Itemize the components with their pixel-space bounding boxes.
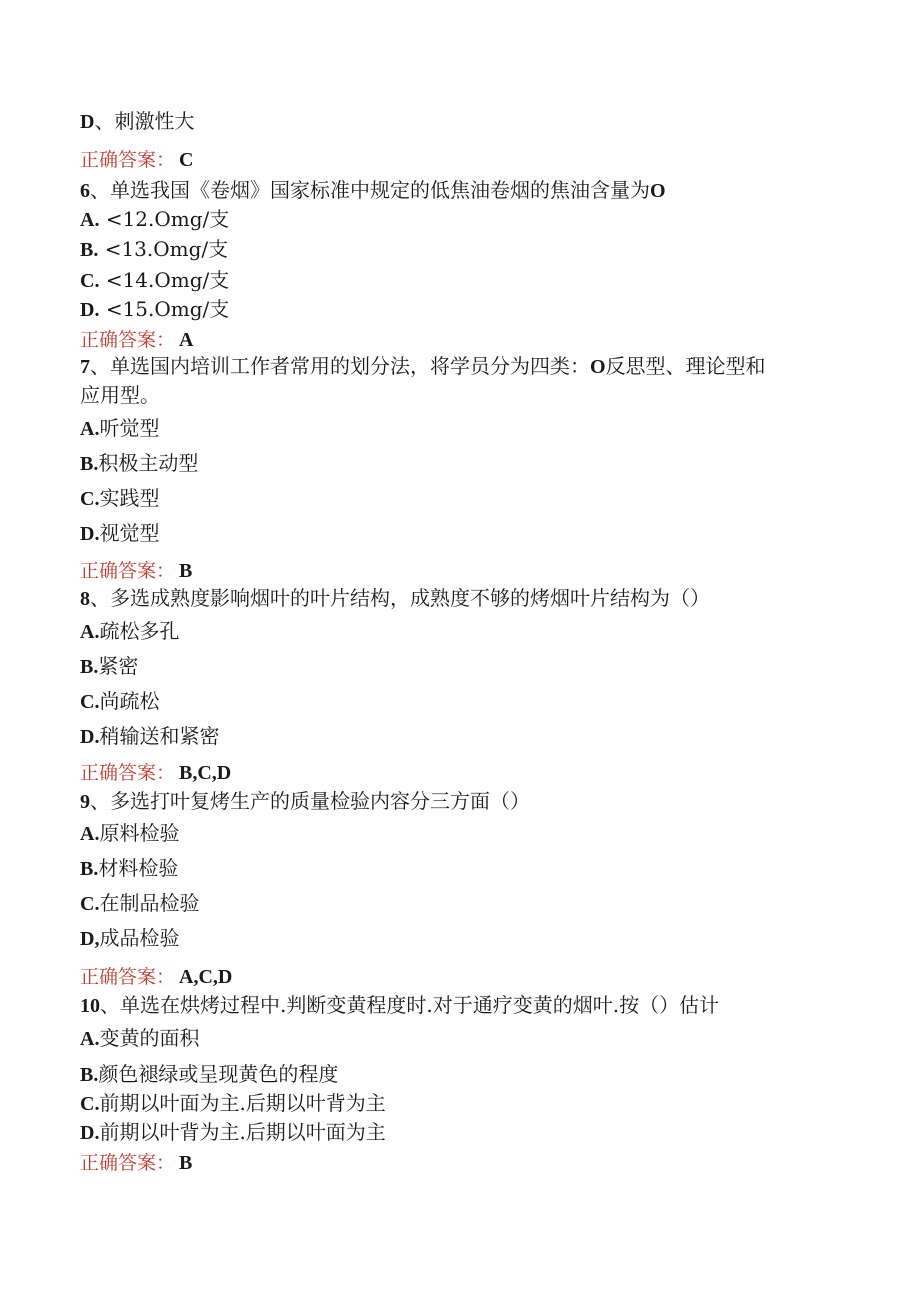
question-text (80, 992, 719, 1019)
option-label: B. (80, 1064, 99, 1086)
question-continuation (80, 382, 160, 408)
separator: 、 (94, 109, 115, 133)
separator: 、 (90, 586, 110, 610)
option-label: B. (80, 656, 99, 678)
answer-label: 正确答案： (80, 149, 176, 171)
question-number: 7 (80, 356, 90, 378)
option-item (80, 450, 198, 477)
line-text: 单选在烘烤过程中.判断变黄程度时.对于通疗变黄的烟叶.按（）估计 (120, 993, 720, 1017)
option-item (80, 925, 179, 952)
line-text: 紧密 (98, 654, 139, 678)
line-text: 尚疏松 (99, 689, 160, 713)
option-label: A. (80, 823, 100, 845)
question-text (80, 353, 766, 380)
line-text: <14.Omg/支 (105, 268, 230, 292)
line-text: 疏松多孔 (99, 619, 180, 643)
option-label: C. (80, 270, 100, 292)
option-item (80, 890, 199, 917)
option-label: A. (80, 418, 100, 440)
answer-value: B,C,D (179, 762, 232, 784)
option-item (80, 267, 229, 294)
answer-label: 正确答案： (80, 1152, 176, 1174)
answer-value: A,C,D (179, 966, 233, 988)
option-label: D. (80, 1122, 100, 1144)
option-label: D (80, 111, 95, 133)
question-number: 8 (80, 588, 90, 610)
line-text: 前期以叶背为主.后期以叶面为主 (99, 1120, 386, 1144)
line-text: 应用型。 (80, 383, 160, 407)
option-item (80, 1090, 386, 1117)
option-item (80, 688, 159, 715)
option-label: A. (80, 1028, 100, 1050)
correct-answer (80, 557, 192, 584)
line-text: 多选打叶复烤生产的质量检验内容分三方面（） (110, 789, 530, 813)
answer-value: B (179, 560, 193, 582)
option-item (80, 485, 159, 512)
separator: 、 (100, 993, 120, 1017)
correct-answer (80, 759, 231, 786)
line-text: 前期以叶面为主.后期以叶背为主 (99, 1091, 386, 1115)
line-text: 多选成熟度影响烟叶的叶片结构，成熟度不够的烤烟叶片结构为（） (110, 586, 710, 610)
question-text (80, 177, 666, 204)
option-label: D, (80, 928, 100, 950)
line-text: <12.Omg/支 (105, 207, 230, 231)
question-number: 6 (80, 180, 90, 202)
correct-answer (80, 326, 193, 353)
line-text: 稍输送和紧密 (99, 724, 220, 748)
line-text: 刺激性大 (114, 109, 195, 133)
correct-answer (80, 963, 232, 990)
option-item (80, 520, 159, 547)
separator: 、 (90, 789, 110, 813)
option-label: C. (80, 1093, 100, 1115)
line-text: 积极主动型 (98, 451, 199, 475)
answer-label: 正确答案： (80, 762, 176, 784)
option-label: A. (80, 209, 100, 231)
line-text: 成品检验 (99, 926, 180, 950)
answer-value: A (179, 329, 194, 351)
option-item (80, 296, 229, 323)
option-item (80, 1025, 199, 1052)
question-text (80, 788, 530, 815)
option-item (80, 855, 178, 882)
option-label: D. (80, 299, 100, 321)
option-item (80, 1119, 386, 1146)
option-item (80, 108, 194, 135)
separator: 、 (90, 178, 110, 202)
answer-value: C (179, 149, 194, 171)
option-item (80, 723, 219, 750)
question-number: 9 (80, 791, 90, 813)
line-text: 在制品检验 (99, 891, 200, 915)
option-label: B. (80, 858, 99, 880)
option-label: B. (80, 453, 99, 475)
option-label: A. (80, 621, 100, 643)
option-item (80, 1061, 338, 1088)
line-text: 原料检验 (99, 821, 180, 845)
line-text: 实践型 (99, 486, 160, 510)
blank-marker: O (590, 356, 606, 378)
option-item (80, 618, 179, 645)
answer-label: 正确答案： (80, 966, 176, 988)
option-item (80, 236, 228, 263)
line-text: 单选国内培训工作者常用的划分法，将学员分为四类： (110, 354, 590, 378)
answer-value: B (179, 1152, 193, 1174)
option-item (80, 206, 229, 233)
separator: 、 (90, 354, 110, 378)
option-item (80, 653, 138, 680)
line-text: 听觉型 (99, 416, 160, 440)
option-label: C. (80, 691, 100, 713)
question-text (80, 585, 710, 612)
line-text: <15.Omg/支 (105, 297, 230, 321)
answer-label: 正确答案： (80, 329, 176, 351)
correct-answer (80, 146, 193, 173)
option-label: D. (80, 523, 100, 545)
answer-label: 正确答案： (80, 560, 176, 582)
blank-marker: O (650, 180, 666, 202)
line-text: 单选我国《卷烟》国家标准中规定的低焦油卷烟的焦油含量为 (110, 178, 650, 202)
question-number: 10 (80, 995, 100, 1017)
line-text: 材料检验 (98, 856, 179, 880)
option-item (80, 415, 159, 442)
line-text-after: 反思型、理论型和 (605, 354, 766, 378)
correct-answer (80, 1149, 192, 1176)
option-label: D. (80, 726, 100, 748)
option-item (80, 820, 179, 847)
option-label: C. (80, 893, 100, 915)
line-text: 颜色褪绿或呈现黄色的程度 (98, 1062, 339, 1086)
line-text: 变黄的面积 (99, 1026, 200, 1050)
line-text: <13.Omg/支 (104, 237, 229, 261)
option-label: C. (80, 488, 100, 510)
line-text: 视觉型 (99, 521, 160, 545)
option-label: B. (80, 239, 99, 261)
